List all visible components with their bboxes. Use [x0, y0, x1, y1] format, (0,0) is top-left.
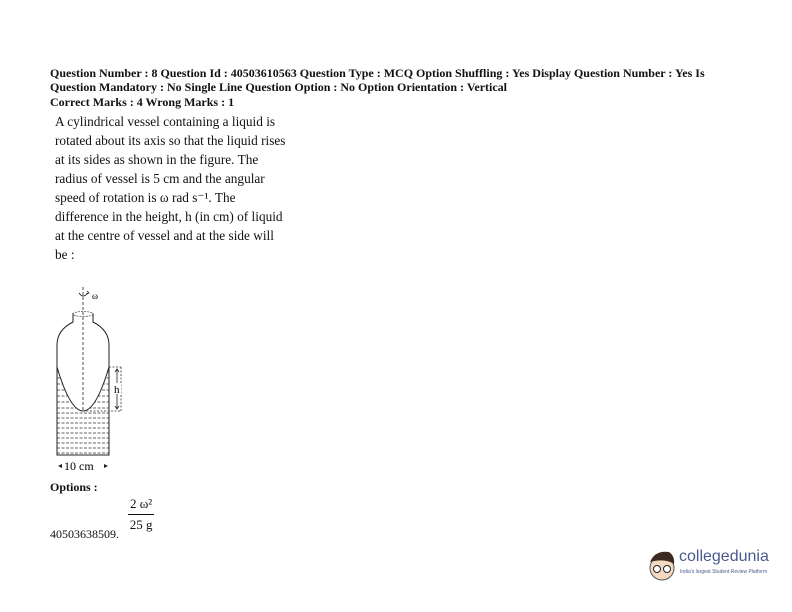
width-label: 10 cm — [64, 459, 94, 473]
question-line: radius of vessel is 5 cm and the angular — [55, 171, 265, 186]
marks-line: Correct Marks : 4 Wrong Marks : 1 — [50, 95, 235, 109]
question-line: difference in the height, h (in cm) of liquid — [55, 209, 283, 224]
question-meta-line-1: Question Number : 8 Question Id : 40503610563 Question Type : MCQ Option Shuffling : Yes Display Question Number : Yes Is — [50, 66, 705, 80]
option-1-numerator: 2 ω² — [128, 496, 154, 515]
mascot-icon — [645, 546, 679, 586]
question-line: speed of rotation is ω rad s⁻¹. The — [55, 190, 236, 205]
options-label: Options : — [50, 480, 98, 494]
option-1-id: 40503638509. — [50, 527, 119, 541]
omega-label: ω — [92, 291, 98, 301]
question-line: rotated about its axis so that the liquid rises — [55, 133, 286, 148]
logo-name: collegedunia — [679, 548, 769, 565]
collegedunia-logo — [645, 546, 785, 586]
option-1-denominator: 25 g — [129, 517, 153, 532]
logo-tagline: India's largest Student Review Platform — [680, 569, 768, 575]
h-label: h — [114, 384, 120, 396]
question-line: at the centre of vessel and at the side will — [55, 228, 274, 243]
question-meta-line-2: Question Mandatory : No Single Line Question Option : No Option Orientation : Vertical — [50, 80, 508, 94]
question-line: be : — [55, 247, 75, 262]
question-line: A cylindrical vessel containing a liquid is — [55, 114, 276, 129]
option-1-fraction[interactable] — [128, 496, 154, 533]
question-line: at its sides as shown in the figure. The — [55, 152, 259, 167]
